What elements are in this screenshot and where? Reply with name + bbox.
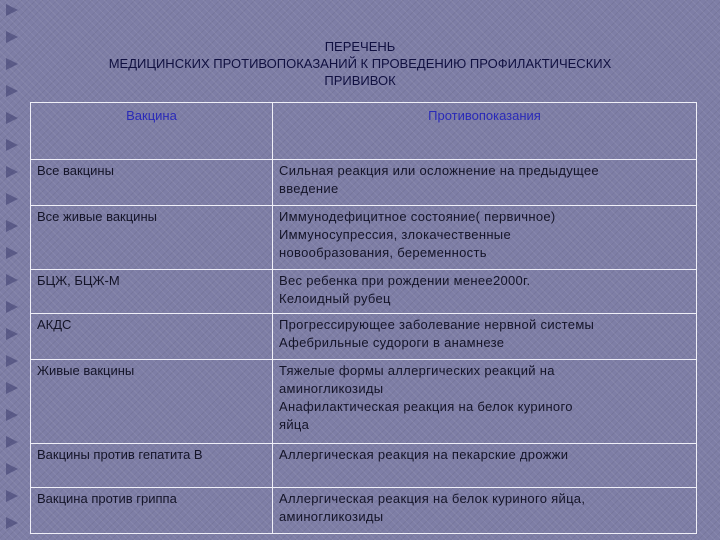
arrow-icon: [6, 328, 18, 340]
contraindication-cell: [273, 206, 697, 270]
arrow-icon: [6, 247, 18, 259]
header-vaccine: Вакцина: [31, 103, 273, 160]
contraindication-line: введение: [279, 181, 339, 196]
table-row: [31, 206, 697, 270]
contraindication-line: Тяжелые формы аллергических реакций на: [279, 363, 555, 378]
arrow-icon: [6, 4, 18, 16]
contraindication-cell: [273, 444, 697, 488]
arrow-icon: [6, 166, 18, 178]
arrow-icon: [6, 193, 18, 205]
arrow-icon: [6, 85, 18, 97]
arrow-icon: [6, 355, 18, 367]
table-row: [31, 488, 697, 534]
arrow-icon: [6, 409, 18, 421]
contraindication-line: Аллергическая реакция на пекарские дрожжи: [279, 447, 569, 462]
contraindication-line: Иммунодефицитное состояние( первичное): [279, 209, 556, 224]
arrow-icon: [6, 490, 18, 502]
vaccine-cell: Вакцина против гриппа: [31, 488, 273, 534]
contraindication-line: Прогрессирующее заболевание нервной системы: [279, 317, 595, 332]
header-contraindications: Противопоказания: [273, 103, 697, 160]
contraindication-cell: [273, 160, 697, 206]
contraindication-line: Анафилактическая реакция на белок куриного: [279, 399, 573, 414]
table-row: [31, 314, 697, 360]
contraindication-line: новообразования, беременность: [279, 245, 487, 260]
arrow-icon: [6, 220, 18, 232]
arrow-icon: [6, 31, 18, 43]
vaccine-cell: Живые вакцины: [31, 360, 273, 444]
contraindication-cell: [273, 488, 697, 534]
arrow-icon: [6, 58, 18, 70]
contraindication-line: Иммуносупрессия, злокачественные: [279, 227, 511, 242]
arrow-icon: [6, 436, 18, 448]
table-body: [31, 160, 697, 534]
title-line-2: МЕДИЦИНСКИХ ПРОТИВОПОКАЗАНИЙ К ПРОВЕДЕНИЮ ПРОФИЛАКТИЧЕСКИХ: [108, 56, 612, 71]
arrow-icon: [6, 274, 18, 286]
vaccine-cell: Вакцины против гепатита В: [31, 444, 273, 488]
vaccine-cell: БЦЖ, БЦЖ-М: [31, 270, 273, 314]
vaccine-cell: Все вакцины: [31, 160, 273, 206]
contraindication-cell: [273, 270, 697, 314]
arrow-icon: [6, 463, 18, 475]
contraindication-line: аминогликозиды: [279, 509, 384, 524]
arrow-icon: [6, 382, 18, 394]
contraindication-line: аминогликозиды: [279, 381, 384, 396]
contraindication-line: Вес ребенка при рождении менее2000г.: [279, 273, 531, 288]
table-header-row: [31, 103, 697, 160]
contraindication-line: Афебрильные судороги в анамнезе: [279, 335, 505, 350]
title-line-3: ПРИВИВОК: [324, 73, 396, 88]
contraindication-line: Аллергическая реакция на белок куриного яйца,: [279, 491, 586, 506]
page-title: [30, 38, 690, 89]
contraindication-cell: [273, 360, 697, 444]
table-row: [31, 270, 697, 314]
contraindication-cell: [273, 314, 697, 360]
arrow-icon: [6, 517, 18, 529]
arrow-icon: [6, 112, 18, 124]
vaccine-cell: Все живые вакцины: [31, 206, 273, 270]
arrow-icon: [6, 301, 18, 313]
contraindications-table: [30, 102, 697, 534]
table-row: [31, 360, 697, 444]
contraindication-line: яйца: [279, 417, 310, 432]
table-row: [31, 444, 697, 488]
contraindication-line: Келоидный рубец: [279, 291, 391, 306]
arrow-icon: [6, 139, 18, 151]
title-line-1: ПЕРЕЧЕНЬ: [324, 39, 396, 54]
vaccine-cell: АКДС: [31, 314, 273, 360]
decorative-arrows: [6, 0, 24, 540]
contraindication-line: Сильная реакция или осложнение на предыдущее: [279, 163, 599, 178]
table-row: [31, 160, 697, 206]
